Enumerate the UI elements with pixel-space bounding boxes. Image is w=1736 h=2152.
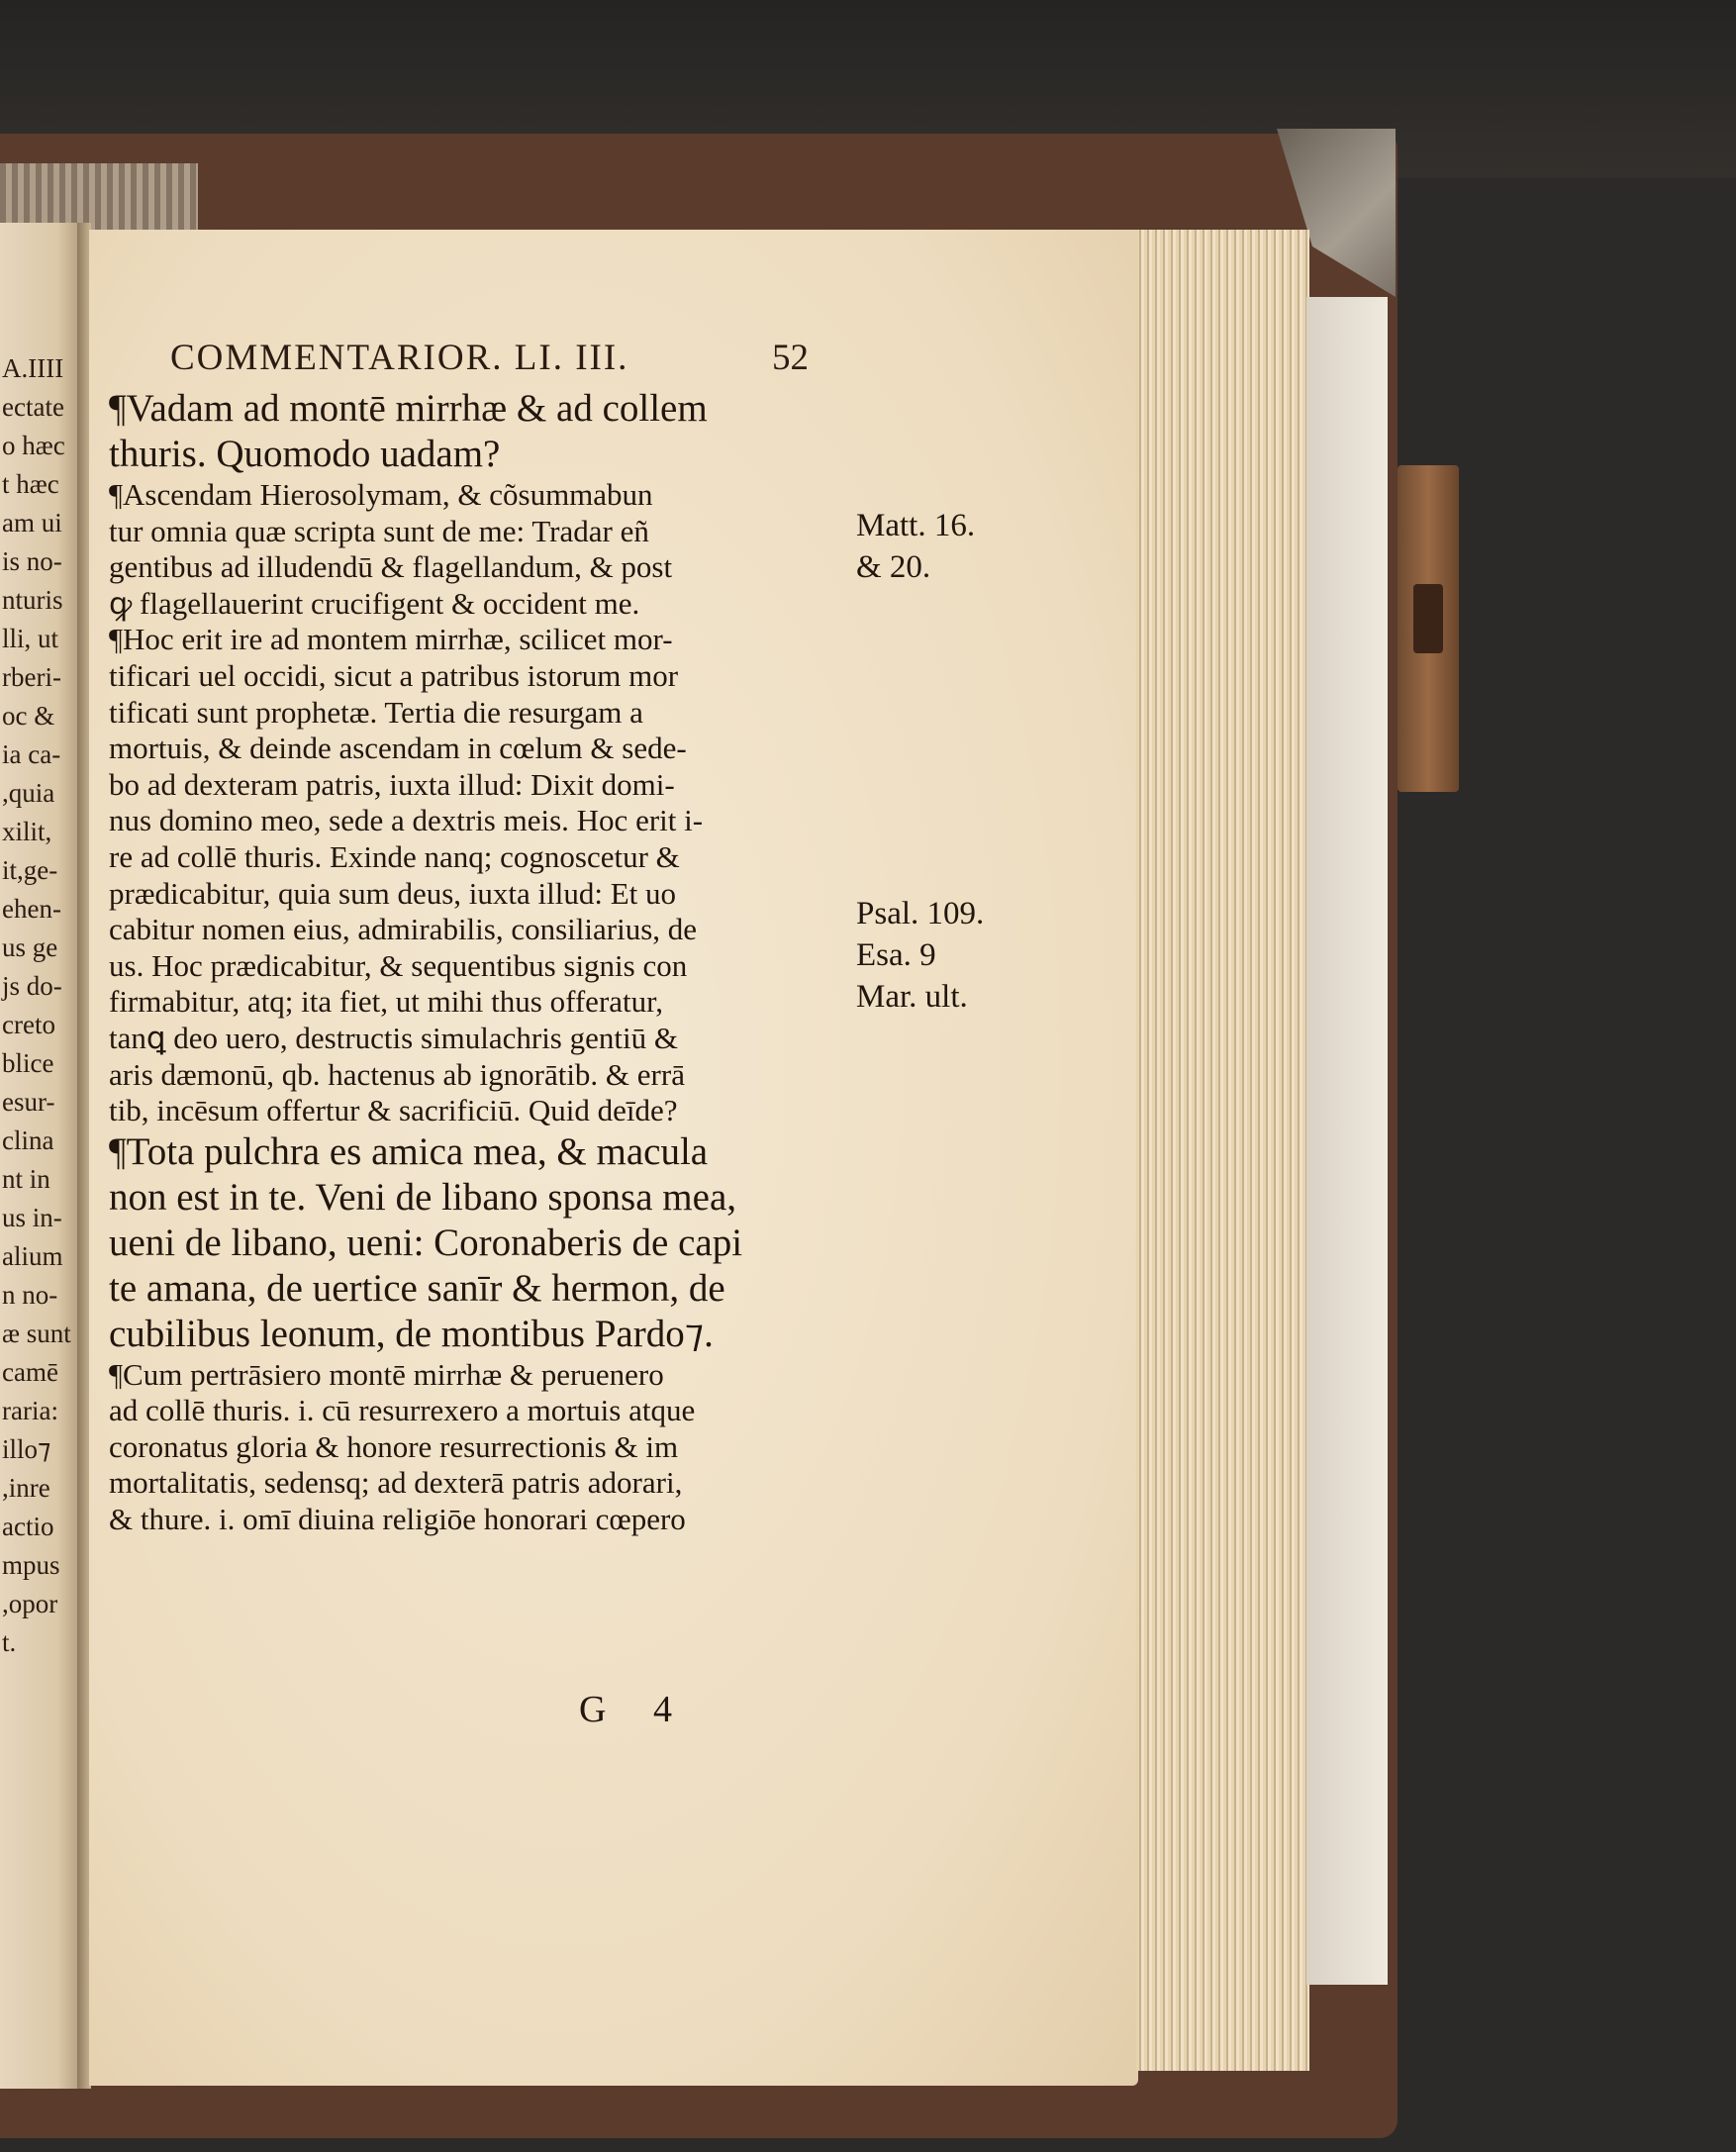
left-page-fragment: nturis <box>2 585 63 615</box>
left-page-fragment: nt in <box>2 1164 50 1194</box>
left-page-fragment: us in- <box>2 1203 62 1232</box>
text-line: tanꝗ deo uero, destructis simulachris gentiū & <box>109 1020 678 1055</box>
left-page-fragment: ectate <box>2 392 64 422</box>
left-page-fragment: ia ca- <box>2 739 61 769</box>
margin-note: Psal. 109. <box>856 896 985 931</box>
left-page-fragment: clina <box>2 1125 54 1155</box>
left-page-fragment: am ui <box>2 508 62 538</box>
left-page-fragment: camē <box>2 1357 58 1387</box>
text-line: thuris. Quomodo uadam? <box>109 433 501 475</box>
text-line: re ad collē thuris. Exinde nanq; cognoscetur & <box>109 838 680 874</box>
left-page-edge <box>0 223 81 2089</box>
text-line: ueni de libano, ueni: Coronaberis de capi <box>109 1221 743 1264</box>
margin-note: & 20. <box>856 549 931 585</box>
text-line: us. Hoc prædicabitur, & sequentibus signis con <box>109 947 688 983</box>
left-page-fragment: js do- <box>2 971 62 1001</box>
signature-mark: G 4 <box>579 1689 672 1730</box>
text-line: mortalitatis, sedensq; ad dexterā patris adorari, <box>109 1465 683 1501</box>
left-page-fragment: t hæc <box>2 469 59 499</box>
margin-note: Mar. ult. <box>856 979 968 1015</box>
text-line: ¶Hoc erit ire ad montem mirrhæ, scilicet mor- <box>109 622 673 657</box>
text-line: firmabitur, atq; ita fiet, ut mihi thus offeratur, <box>109 984 663 1020</box>
text-line: prædicabitur, quia sum deus, iuxta illud: Et uo <box>109 875 677 911</box>
text-line: ad collē thuris. i. cū resurrexero a mortuis atque <box>109 1393 696 1428</box>
left-page-fragment: A.IIII <box>2 353 64 383</box>
text-line: coronatus gloria & honore resurrectionis & im <box>109 1428 679 1464</box>
left-page-fragment: ehen- <box>2 894 61 924</box>
left-page-fragment: t. <box>2 1627 17 1657</box>
left-page-fragment: oc & <box>2 701 55 731</box>
text-line: tib, incēsum offertur & sacrificiū. Quid deīde? <box>109 1093 678 1128</box>
text-line: cubilibus leonum, de montibus Pardo⁊. <box>109 1312 714 1355</box>
left-page-fragment: illo⁊ <box>2 1434 51 1464</box>
left-page-fragment: it,ge- <box>2 855 58 885</box>
folio-number: 52 <box>772 338 809 378</box>
text-line: ¶Tota pulchra es amica mea, & macula <box>109 1129 709 1173</box>
text-line: mortuis, & deinde ascendam in cœlum & sede- <box>109 731 687 766</box>
page-fore-edge <box>1136 230 1309 2071</box>
left-page-fragment: blice <box>2 1048 54 1078</box>
clasp-hole <box>1413 584 1443 653</box>
left-page-text-fragments <box>2 349 81 1662</box>
left-page-fragment: ,quia <box>2 778 55 808</box>
text-line: nus domino meo, sede a dextris meis. Hoc erit i- <box>109 803 704 838</box>
text-line: non est in te. Veni de libano sponsa mea, <box>109 1175 736 1219</box>
margin-note: Matt. 16. <box>856 508 976 543</box>
main-text-block <box>109 386 841 1538</box>
left-page-fragment: raria: <box>2 1396 58 1425</box>
left-page-fragment: rberi- <box>2 662 61 692</box>
left-page-fragment: actio <box>2 1512 54 1541</box>
text-line: ¶Ascendam Hierosolymam, & cõsummabun <box>109 477 653 512</box>
left-page-fragment: mpus <box>2 1550 60 1580</box>
text-line: gentibus ad illudendū & flagellandum, & post <box>109 549 673 585</box>
left-page-fragment: creto <box>2 1010 55 1039</box>
left-page-fragment: lli, ut <box>2 624 59 653</box>
left-page-fragment: xilit, <box>2 817 52 846</box>
left-page-fragment: ,opor <box>2 1589 58 1618</box>
left-page-fragment: æ sunt <box>2 1319 71 1348</box>
text-line: tificari uel occidi, sicut a patribus istorum mor <box>109 657 679 693</box>
text-line: ¶Vadam ad montē mirrhæ & ad collem <box>109 387 708 430</box>
left-page-fragment: n no- <box>2 1280 58 1310</box>
text-line: bo ad dexteram patris, iuxta illud: Dixit domi- <box>109 766 675 802</box>
left-page-fragment: us ge <box>2 932 58 962</box>
text-line: te amana, de uertice sanīr & hermon, de <box>109 1266 725 1310</box>
text-line: & thure. i. omī diuina religiōe honorari cœpero <box>109 1502 686 1537</box>
text-line: aris dæmonū, qb. hactenus ab ignorātib. & errā <box>109 1056 685 1092</box>
left-page-fragment: is no- <box>2 546 62 576</box>
running-head: COMMENTARIOR. LI. III. <box>170 338 629 378</box>
left-page-fragment: o hæc <box>2 431 65 460</box>
text-line: ꝙ flagellauerint crucifigent & occident me. <box>109 585 640 621</box>
text-line: cabitur nomen eius, admirabilis, consiliarius, de <box>109 912 698 947</box>
left-page-fragment: esur- <box>2 1087 55 1117</box>
text-line: tur omnia quæ scripta sunt de me: Tradar eñ <box>109 513 649 548</box>
back-leaf <box>1306 297 1388 1985</box>
left-page-fragment: ,inre <box>2 1473 50 1503</box>
text-line: tificati sunt prophetæ. Tertia die resurgam a <box>109 694 643 730</box>
left-page-fragment: alium <box>2 1241 63 1271</box>
margin-note: Esa. 9 <box>856 937 936 973</box>
text-line: ¶Cum pertrāsiero montē mirrhæ & peruenero <box>109 1356 664 1392</box>
book-clasp <box>1398 465 1459 792</box>
